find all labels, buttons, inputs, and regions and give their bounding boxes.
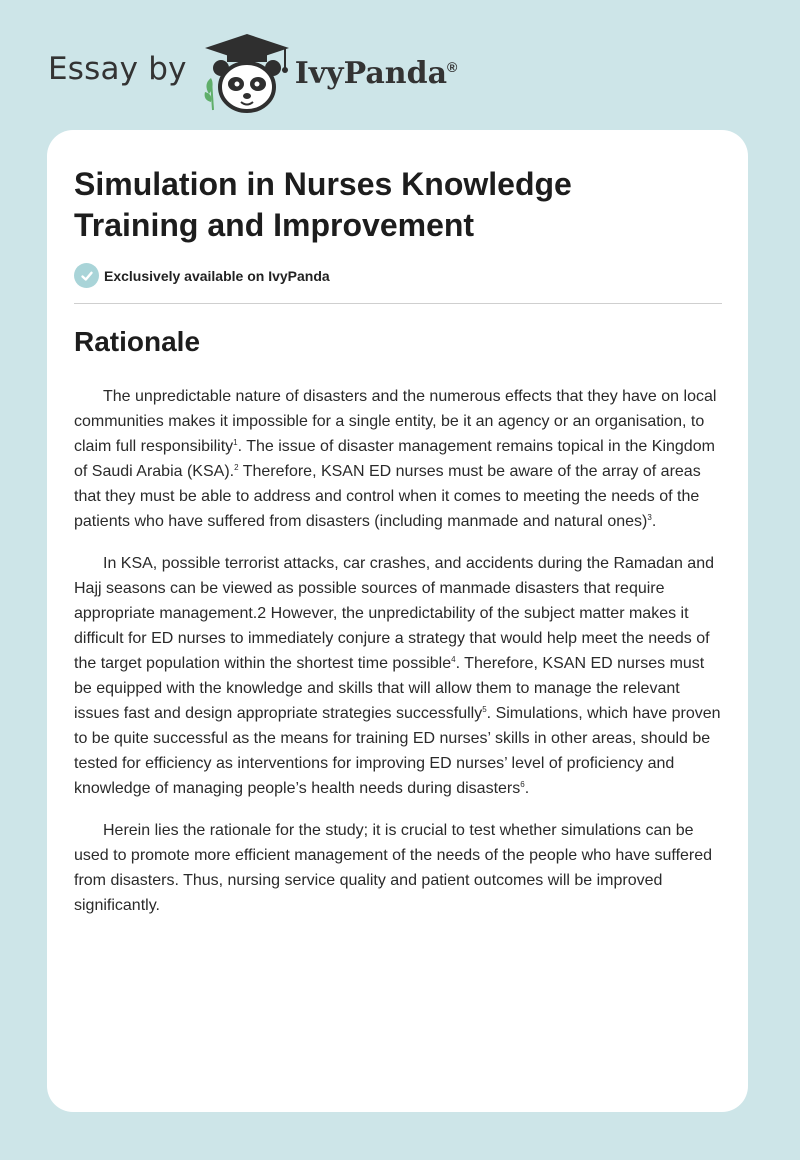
registered-mark: ® <box>447 58 458 75</box>
paragraph-text: . The issue of disaster management remains topical in the Kingdom of Saudi Arabia (KSA). <box>74 438 715 480</box>
paragraph-text: The unpredictable nature of disasters and the numerous effects that they have on local communities makes it impossible for a single entity, be it an agency or an organisation, to claim full responsibility <box>74 388 717 455</box>
body-paragraph <box>74 551 724 801</box>
footnote-ref[interactable]: 2 <box>234 463 239 472</box>
paragraph-text: . Therefore, KSAN ED nurses must be equipped with the knowledge and skills that will allow them to manage the relevant issues fast and design appropriate strategies successfully <box>74 655 705 722</box>
body-paragraph <box>74 818 724 918</box>
paragraph-text: . <box>524 780 530 797</box>
paragraph-text: Therefore, KSAN ED nurses must be aware of the array of areas that they must be able to address and control when it comes to meeting the needs of the patients who have suffered from disasters (including manmade and natural ones) <box>74 463 701 530</box>
paragraph-text: In KSA, possible terrorist attacks, car crashes, and accidents during the Ramadan and Hajj seasons can be viewed as possible sources of manmade disasters that require appropriate management.2 However, the unpredictability of the subject matter makes it difficult for ED nurses to immediately conjure a strategy that would help meet the needs of the target population within the shortest time possible <box>74 555 714 672</box>
panda-graduate-logo-icon[interactable] <box>201 32 293 114</box>
essay-by-label: Essay by <box>48 51 187 87</box>
essay-title: Simulation in Nurses Knowledge Training and Improvement <box>74 166 572 243</box>
site-header <box>48 28 508 118</box>
footnote-ref[interactable]: 4 <box>451 655 456 664</box>
footnote-ref[interactable]: 1 <box>233 438 238 447</box>
paragraph-text: Herein lies the rationale for the study; it is crucial to test whether simulations can be used to promote more efficient management of the needs of the people who have suffered from disasters. Thus, nursing service quality and patient outcomes will be improved significantly. <box>74 822 713 914</box>
body-paragraph <box>74 384 724 534</box>
essay-body <box>74 384 724 935</box>
section-heading: Rationale <box>74 326 201 357</box>
essay-card <box>47 130 748 1112</box>
footnote-ref[interactable]: 6 <box>520 780 525 789</box>
footnote-ref[interactable]: 3 <box>647 513 652 522</box>
brand-name[interactable]: IvyPanda® <box>294 55 458 91</box>
exclusive-badge-label: Exclusively available on IvyPanda <box>104 267 330 284</box>
divider <box>74 303 722 304</box>
footnote-ref[interactable]: 5 <box>482 705 487 714</box>
check-circle-icon <box>74 263 99 288</box>
paragraph-text: . Simulations, which have proven to be quite successful as the means for training ED nurses’ skills in other areas, should be tested for efficiency as interventions for improving ED nurses’ level of proficiency and knowledge of managing people’s health needs during disasters <box>74 705 721 797</box>
paragraph-text: . <box>651 513 657 530</box>
exclusive-badge <box>74 263 330 288</box>
